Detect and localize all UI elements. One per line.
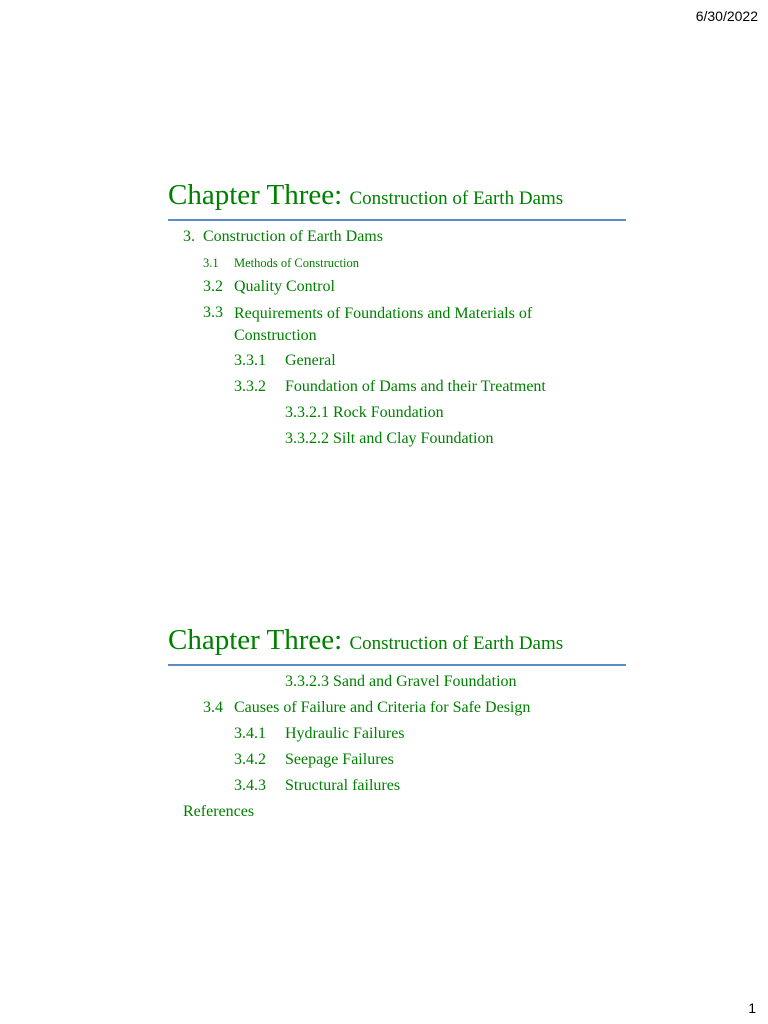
- toc-number: 3.: [183, 228, 195, 245]
- toc-text: Causes of Failure and Criteria for Safe Design: [234, 699, 531, 716]
- toc-text: Requirements of Foundations and Materials of Construction: [234, 305, 533, 344]
- toc-number: 3.1: [203, 256, 219, 270]
- toc-text: Foundation of Dams and their Treatment: [285, 378, 546, 395]
- toc-entry: [168, 277, 626, 303]
- title-main: Chapter Three:: [168, 179, 343, 211]
- toc-entry: [168, 698, 626, 724]
- print-date: 6/30/2022: [695, 8, 758, 24]
- toc-entry-references: [168, 802, 626, 828]
- toc-number: 3.3.2: [234, 378, 266, 395]
- toc-number: 3.2: [203, 278, 223, 295]
- table-of-contents: [168, 672, 626, 828]
- slide-2: [168, 621, 626, 828]
- toc-number: 3.3.1: [234, 352, 266, 369]
- toc-number: 3.4: [203, 699, 223, 716]
- toc-entry: [168, 429, 626, 455]
- page-number: 1: [748, 1000, 756, 1016]
- toc-entry: [168, 724, 626, 750]
- table-of-contents: [168, 227, 626, 455]
- toc-text: Structural failures: [285, 777, 401, 794]
- toc-text: Seepage Failures: [285, 751, 394, 768]
- toc-number: 3.4.2: [234, 751, 266, 768]
- slide-title: [168, 176, 626, 221]
- toc-text: 3.3.2.1 Rock Foundation: [285, 404, 444, 421]
- toc-text: 3.3.2.3 Sand and Gravel Foundation: [285, 673, 517, 690]
- toc-entry: [168, 351, 626, 377]
- toc-entry: [168, 672, 626, 698]
- toc-text: 3.3.2.2 Silt and Clay Foundation: [285, 430, 494, 447]
- toc-entry: [168, 253, 626, 277]
- toc-entry: [168, 776, 626, 802]
- toc-text: Hydraulic Failures: [285, 725, 405, 742]
- toc-text: Methods of Construction: [234, 256, 359, 270]
- slide-1: [168, 176, 626, 455]
- toc-number: 3.4.3: [234, 777, 266, 794]
- toc-entry: [168, 227, 626, 253]
- toc-text: References: [183, 803, 255, 820]
- toc-entry: [168, 377, 626, 403]
- toc-entry: [168, 303, 626, 351]
- title-subtitle: Construction of Earth Dams: [349, 188, 564, 209]
- title-main: Chapter Three:: [168, 624, 343, 656]
- toc-text: Quality Control: [234, 278, 335, 295]
- slide-title: [168, 621, 626, 666]
- toc-entry: [168, 403, 626, 429]
- toc-text: General: [285, 352, 336, 369]
- toc-number: 3.4.1: [234, 725, 266, 742]
- toc-entry: [168, 750, 626, 776]
- title-subtitle: Construction of Earth Dams: [349, 633, 564, 654]
- toc-text: Construction of Earth Dams: [203, 228, 383, 245]
- toc-number: 3.3: [203, 304, 223, 321]
